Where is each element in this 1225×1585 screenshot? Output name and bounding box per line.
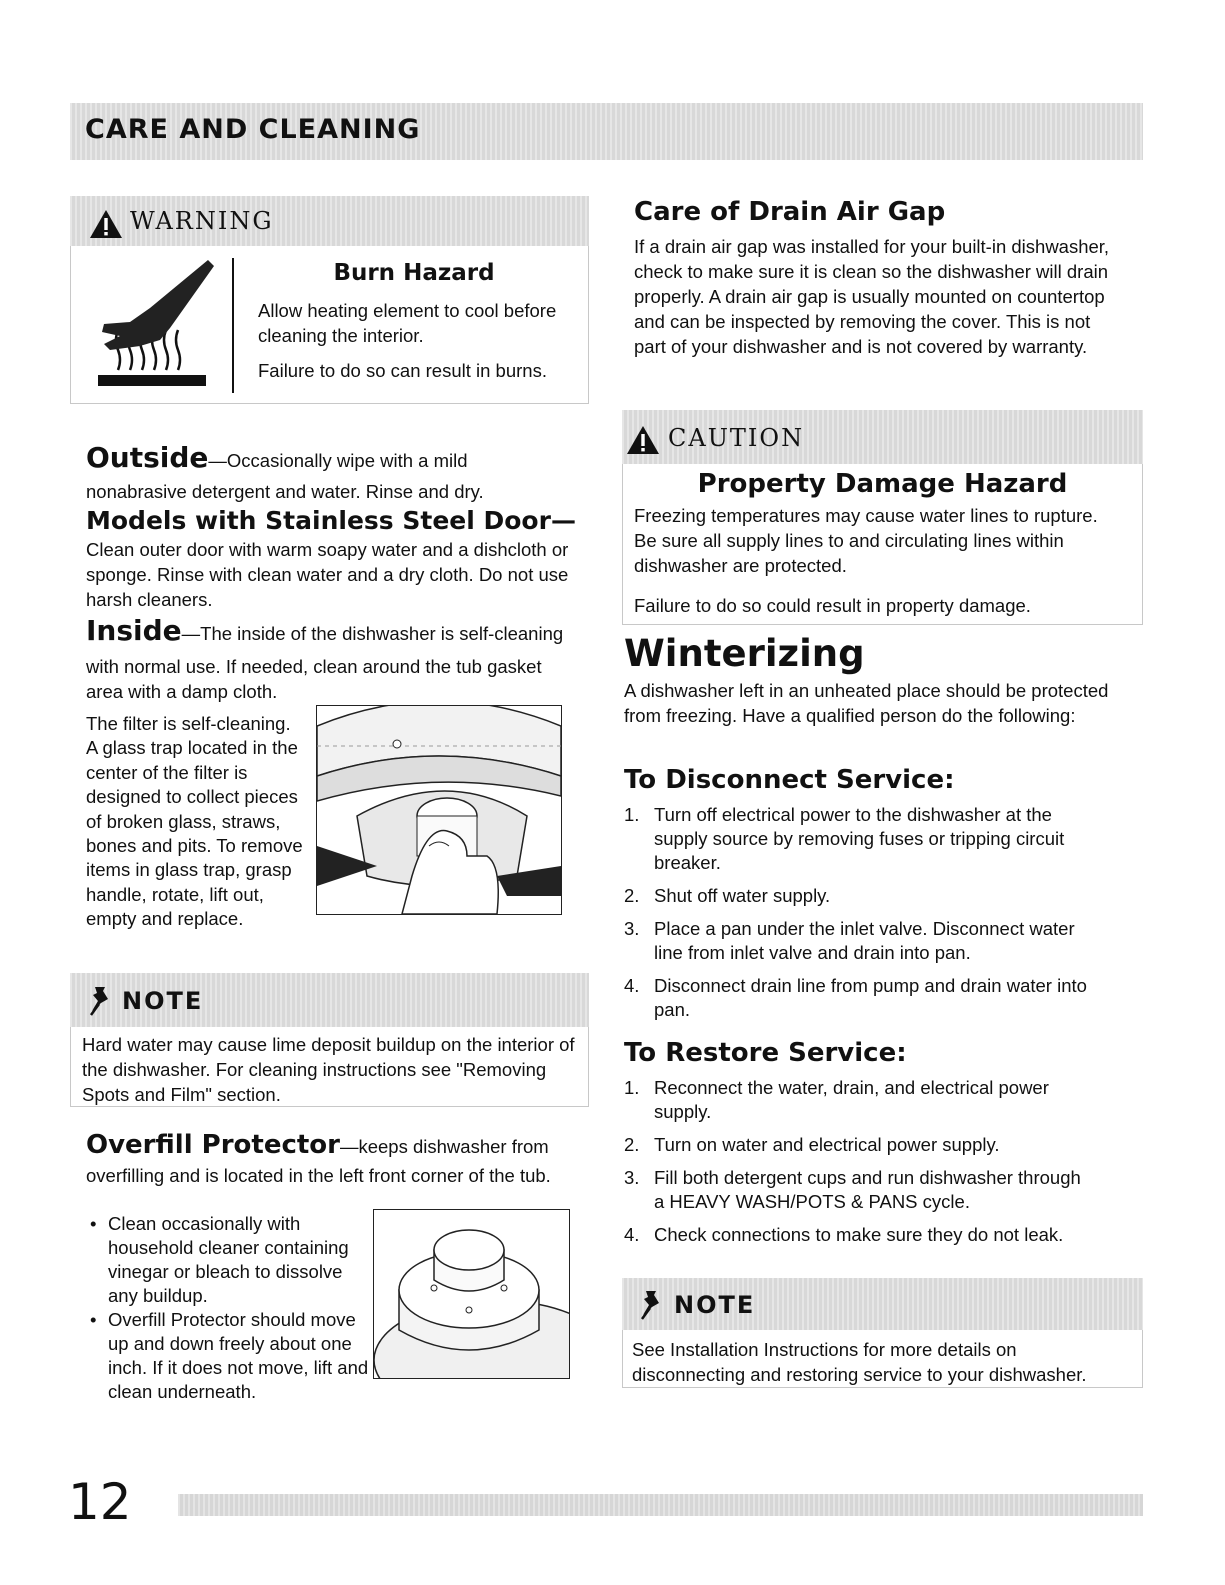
stainless-dash: — [550,506,576,535]
disconnect-step-2: Shut off water supply. [654,885,831,906]
pushpin-icon [89,985,115,1017]
filter-text: The filter is self-cleaning. A glass trap located in the center of the filter is designed to collect pieces of broken glass, straws, bones and pits. To remove items in glass trap, grasp handle, rotate, lift out, empty and replace. [86,713,303,930]
restore-step-3: Fill both detergent cups and run dishwasher through a HEAVY WASH/POTS & PANS cycle. [654,1167,1081,1212]
list-item: 3. Fill both detergent cups and run dishwasher through a HEAVY WASH/POTS & PANS cycle. [624,1167,1081,1212]
outside-body: nonabrasive detergent and water. Rinse and dry. [86,481,484,502]
overfill-bullets [84,1212,374,1404]
restore-step-1: Reconnect the water, drain, and electrical power supply. [654,1077,1049,1122]
overfill-bullet-2: Overfill Protector should move up and down freely about one inch. If it does not move, lift and clean underneath. [108,1309,369,1402]
note-label-1: NOTE [122,987,204,1015]
restore-step-2: Turn on water and electrical power supply. [654,1134,1000,1155]
warning-triangle-icon [89,209,123,239]
note-body-1: Hard water may cause lime deposit buildup on the interior of the dishwasher. For cleaning instructions see "Removing Spots and Film" section. [82,1034,575,1105]
restore-heading: To Restore Service: [624,1038,907,1068]
stainless-heading: Models with Stainless Steel Door [86,506,551,535]
caution-line-1: Freezing temperatures may cause water lines to rupture. Be sure all supply lines to and circulating lines within dishwasher are protected. [634,505,1098,576]
hot-surface-hand-icon [90,258,215,390]
footer-band [178,1494,1143,1516]
inside-paragraph [86,614,586,647]
page-number: 12 [68,1473,132,1531]
warning-line-2: Failure to do so can result in burns. [258,360,547,381]
winterizing-heading: Winterizing [624,632,865,675]
caution-triangle-icon [626,425,660,455]
pushpin-icon [640,1289,666,1321]
overfill-paragraph [86,1130,586,1160]
list-item: 2. Shut off water supply. [624,885,831,906]
section-title: CARE AND CLEANING [85,114,421,145]
overfill-heading: Overfill Protector [86,1130,340,1160]
note-label-2: NOTE [674,1291,756,1319]
air-gap-body: If a drain air gap was installed for your built-in dishwasher, check to make sure it is clean so the dishwasher will drain properly. A drain air gap is usually mounted on countertop and can be inspected by removing the cover. This is not part of your dishwasher and is not covered by warranty. [634,236,1110,357]
outside-paragraph [86,441,586,474]
stainless-heading-line [86,506,576,535]
list-item: 2. Turn on water and electrical power supply. [624,1134,1000,1155]
overfill-protector-illustration [373,1209,570,1379]
glass-trap-illustration [316,705,562,915]
disconnect-step-4: Disconnect drain line from pump and drain water into pan. [654,975,1087,1020]
restore-step-4: Check connections to make sure they do not leak. [654,1224,1064,1245]
stainless-body: Clean outer door with warm soapy water and a dishcloth or sponge. Rinse with clean water and a dry cloth. Do not use harsh cleaners. [86,539,569,610]
winterizing-body: A dishwasher left in an unheated place should be protected from freezing. Have a qualified person do the following: [624,680,1109,726]
note-body-2: See Installation Instructions for more details on disconnecting and restoring service to your dishwasher. [632,1339,1087,1385]
outside-lead: —Occasionally wipe with a mild [208,450,468,471]
list-item: • Clean occasionally with household cleaner containing vinegar or bleach to dissolve any buildup. [90,1213,349,1306]
inside-body: with normal use. If needed, clean around the tub gasket area with a damp cloth. [86,656,542,702]
warning-line-1: Allow heating element to cool before cleaning the interior. [258,300,557,346]
list-item: 1. Turn off electrical power to the dishwasher at the supply source by removing fuses or tripping circuit breaker. [624,804,1065,873]
list-item: 4. Disconnect drain line from pump and drain water into pan. [624,975,1087,1020]
list-item: 4. Check connections to make sure they do not leak. [624,1224,1064,1245]
overfill-lead: —keeps dishwasher from [339,1136,549,1157]
inside-heading: Inside [86,614,182,647]
overfill-bullet-1: Clean occasionally with household cleaner containing vinegar or bleach to dissolve any buildup. [108,1213,349,1306]
list-item: 3. Place a pan under the inlet valve. Disconnect water line from inlet valve and drain into pan. [624,918,1075,963]
disconnect-step-1: Turn off electrical power to the dishwasher at the supply source by removing fuses or tripping circuit breaker. [654,804,1065,873]
caution-line-2: Failure to do so could result in property damage. [634,595,1031,616]
caution-label: CAUTION [668,424,805,452]
disconnect-heading: To Disconnect Service: [624,765,955,795]
outside-heading: Outside [86,441,209,474]
air-gap-heading: Care of Drain Air Gap [634,197,946,227]
inside-lead: —The inside of the dishwasher is self-cleaning [181,623,564,644]
warning-label: WARNING [130,207,274,235]
list-item: • Overfill Protector should move up and down freely about one inch. If it does not move, lift and clean underneath. [90,1309,369,1402]
list-item: 1. Reconnect the water, drain, and electrical power supply. [624,1077,1049,1122]
caution-heading: Property Damage Hazard [697,469,1068,499]
restore-steps [624,1076,1094,1256]
overfill-body: overfilling and is located in the left front corner of the tub. [86,1165,551,1186]
warning-divider [232,258,234,393]
disconnect-step-3: Place a pan under the inlet valve. Disconnect water line from inlet valve and drain into pan. [654,918,1075,963]
warning-heading: Burn Hazard [333,260,495,286]
disconnect-steps [624,803,1094,1031]
